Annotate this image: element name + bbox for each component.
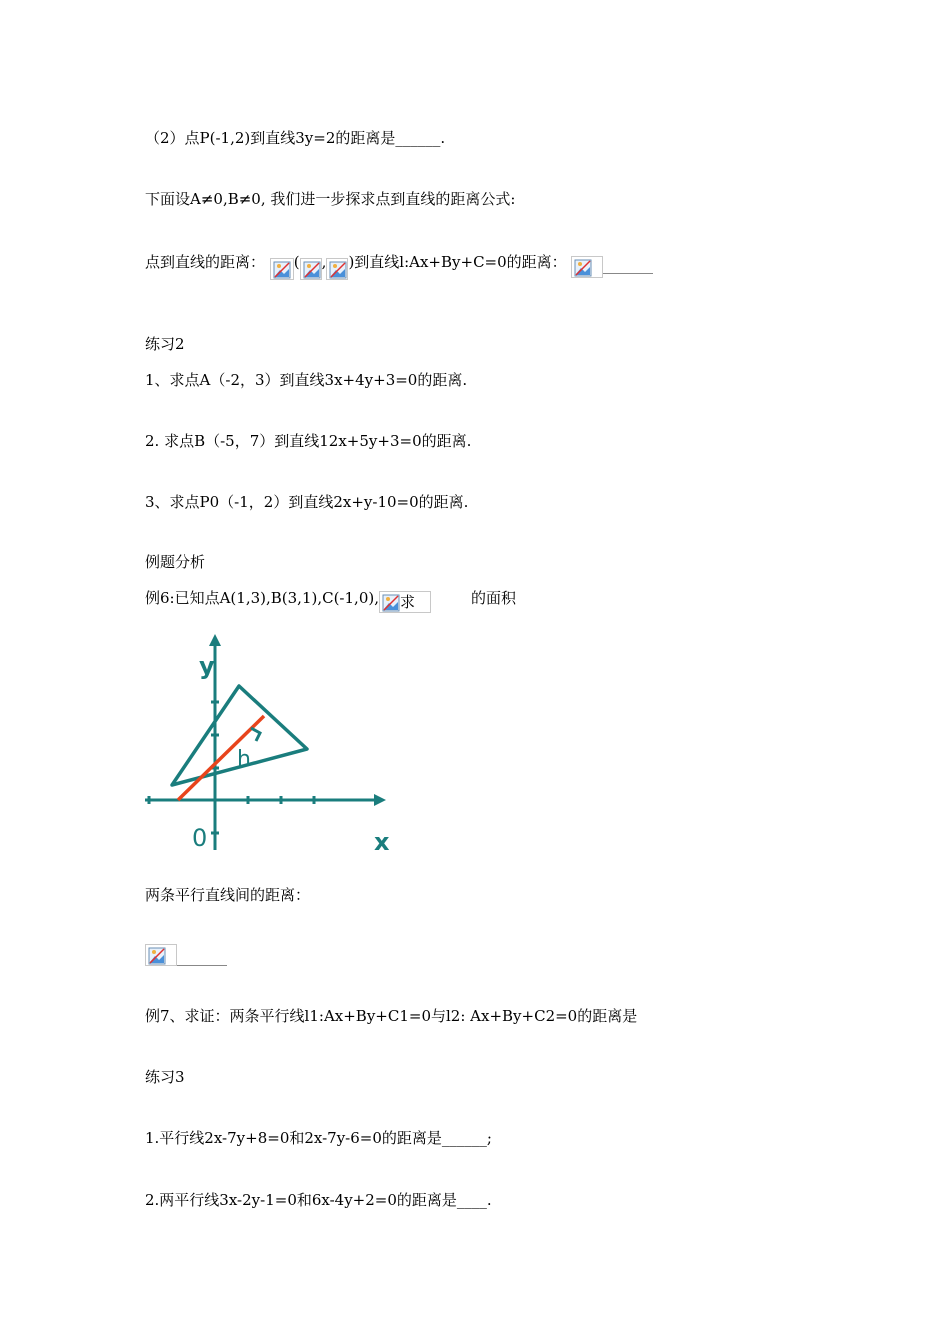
exercise-2-title: 练习2 — [145, 335, 185, 353]
x-axis-arrow — [374, 794, 386, 806]
x-axis-label: x — [374, 828, 390, 856]
h-label: h — [237, 747, 251, 772]
parallel-formula — [145, 944, 227, 966]
question-2: （2）点P(-1,2)到直线3y=2的距离是______. — [145, 129, 446, 147]
y-axis-label: y — [199, 652, 215, 680]
broken-image-icon — [379, 591, 431, 613]
formula-comma: , — [321, 253, 327, 271]
formula-close: )到直线l:Ax+By+C=0的距离： — [348, 253, 567, 271]
broken-image-icon — [300, 258, 322, 280]
exercise-3-item-2: 2.两平行线3x-2y-1=0和6x-4y+2=0的距离是____. — [145, 1191, 492, 1209]
exercise-2-item-2: 2. 求点B（-5，7）到直线12x+5y+3=0的距离. — [145, 432, 472, 450]
exercise-3-item-1: 1.平行线2x-7y+8=0和2x-7y-6=0的距离是______; — [145, 1129, 492, 1147]
broken-image-icon — [326, 258, 348, 280]
formula-prefix: 点到直线的距离： — [145, 253, 266, 271]
analysis-title: 例题分析 — [145, 553, 206, 571]
triangle-figure — [140, 628, 400, 863]
origin-label: 0 — [192, 824, 208, 852]
parallel-lines-title: 两条平行直线间的距离： — [145, 886, 311, 904]
example-6-suffix: 的面积 — [470, 589, 516, 607]
answer-blank — [603, 259, 653, 274]
answer-blank — [177, 951, 227, 966]
broken-image-icon — [270, 258, 294, 280]
exercise-2-item-3: 3、求点P0（-1，2）到直线2x+y-10=0的距离. — [145, 493, 469, 511]
exercise-3-title: 练习3 — [145, 1068, 185, 1086]
formula-line — [145, 252, 653, 274]
example-6-inline: 求 — [399, 593, 415, 611]
y-axis-arrow — [209, 634, 221, 646]
example-6 — [145, 588, 516, 610]
broken-image-icon — [571, 256, 603, 278]
right-angle-mark — [251, 728, 260, 741]
broken-image-icon — [145, 944, 177, 966]
example-6-prefix: 例6:已知点A(1,3),B(3,1),C(-1,0), — [145, 589, 379, 607]
example-7: 例7、求证：两条平行线l1:Ax+By+C1=0与l2: Ax+By+C2=0的距离是 — [145, 1007, 638, 1025]
coordinate-diagram — [140, 628, 400, 863]
intro-text: 下面设A≠0,B≠0, 我们进一步探求点到直线的距离公式: — [145, 190, 516, 208]
exercise-2-item-1: 1、求点A（-2，3）到直线3x+4y+3=0的距离. — [145, 371, 468, 389]
formula-open: ( — [293, 253, 300, 271]
